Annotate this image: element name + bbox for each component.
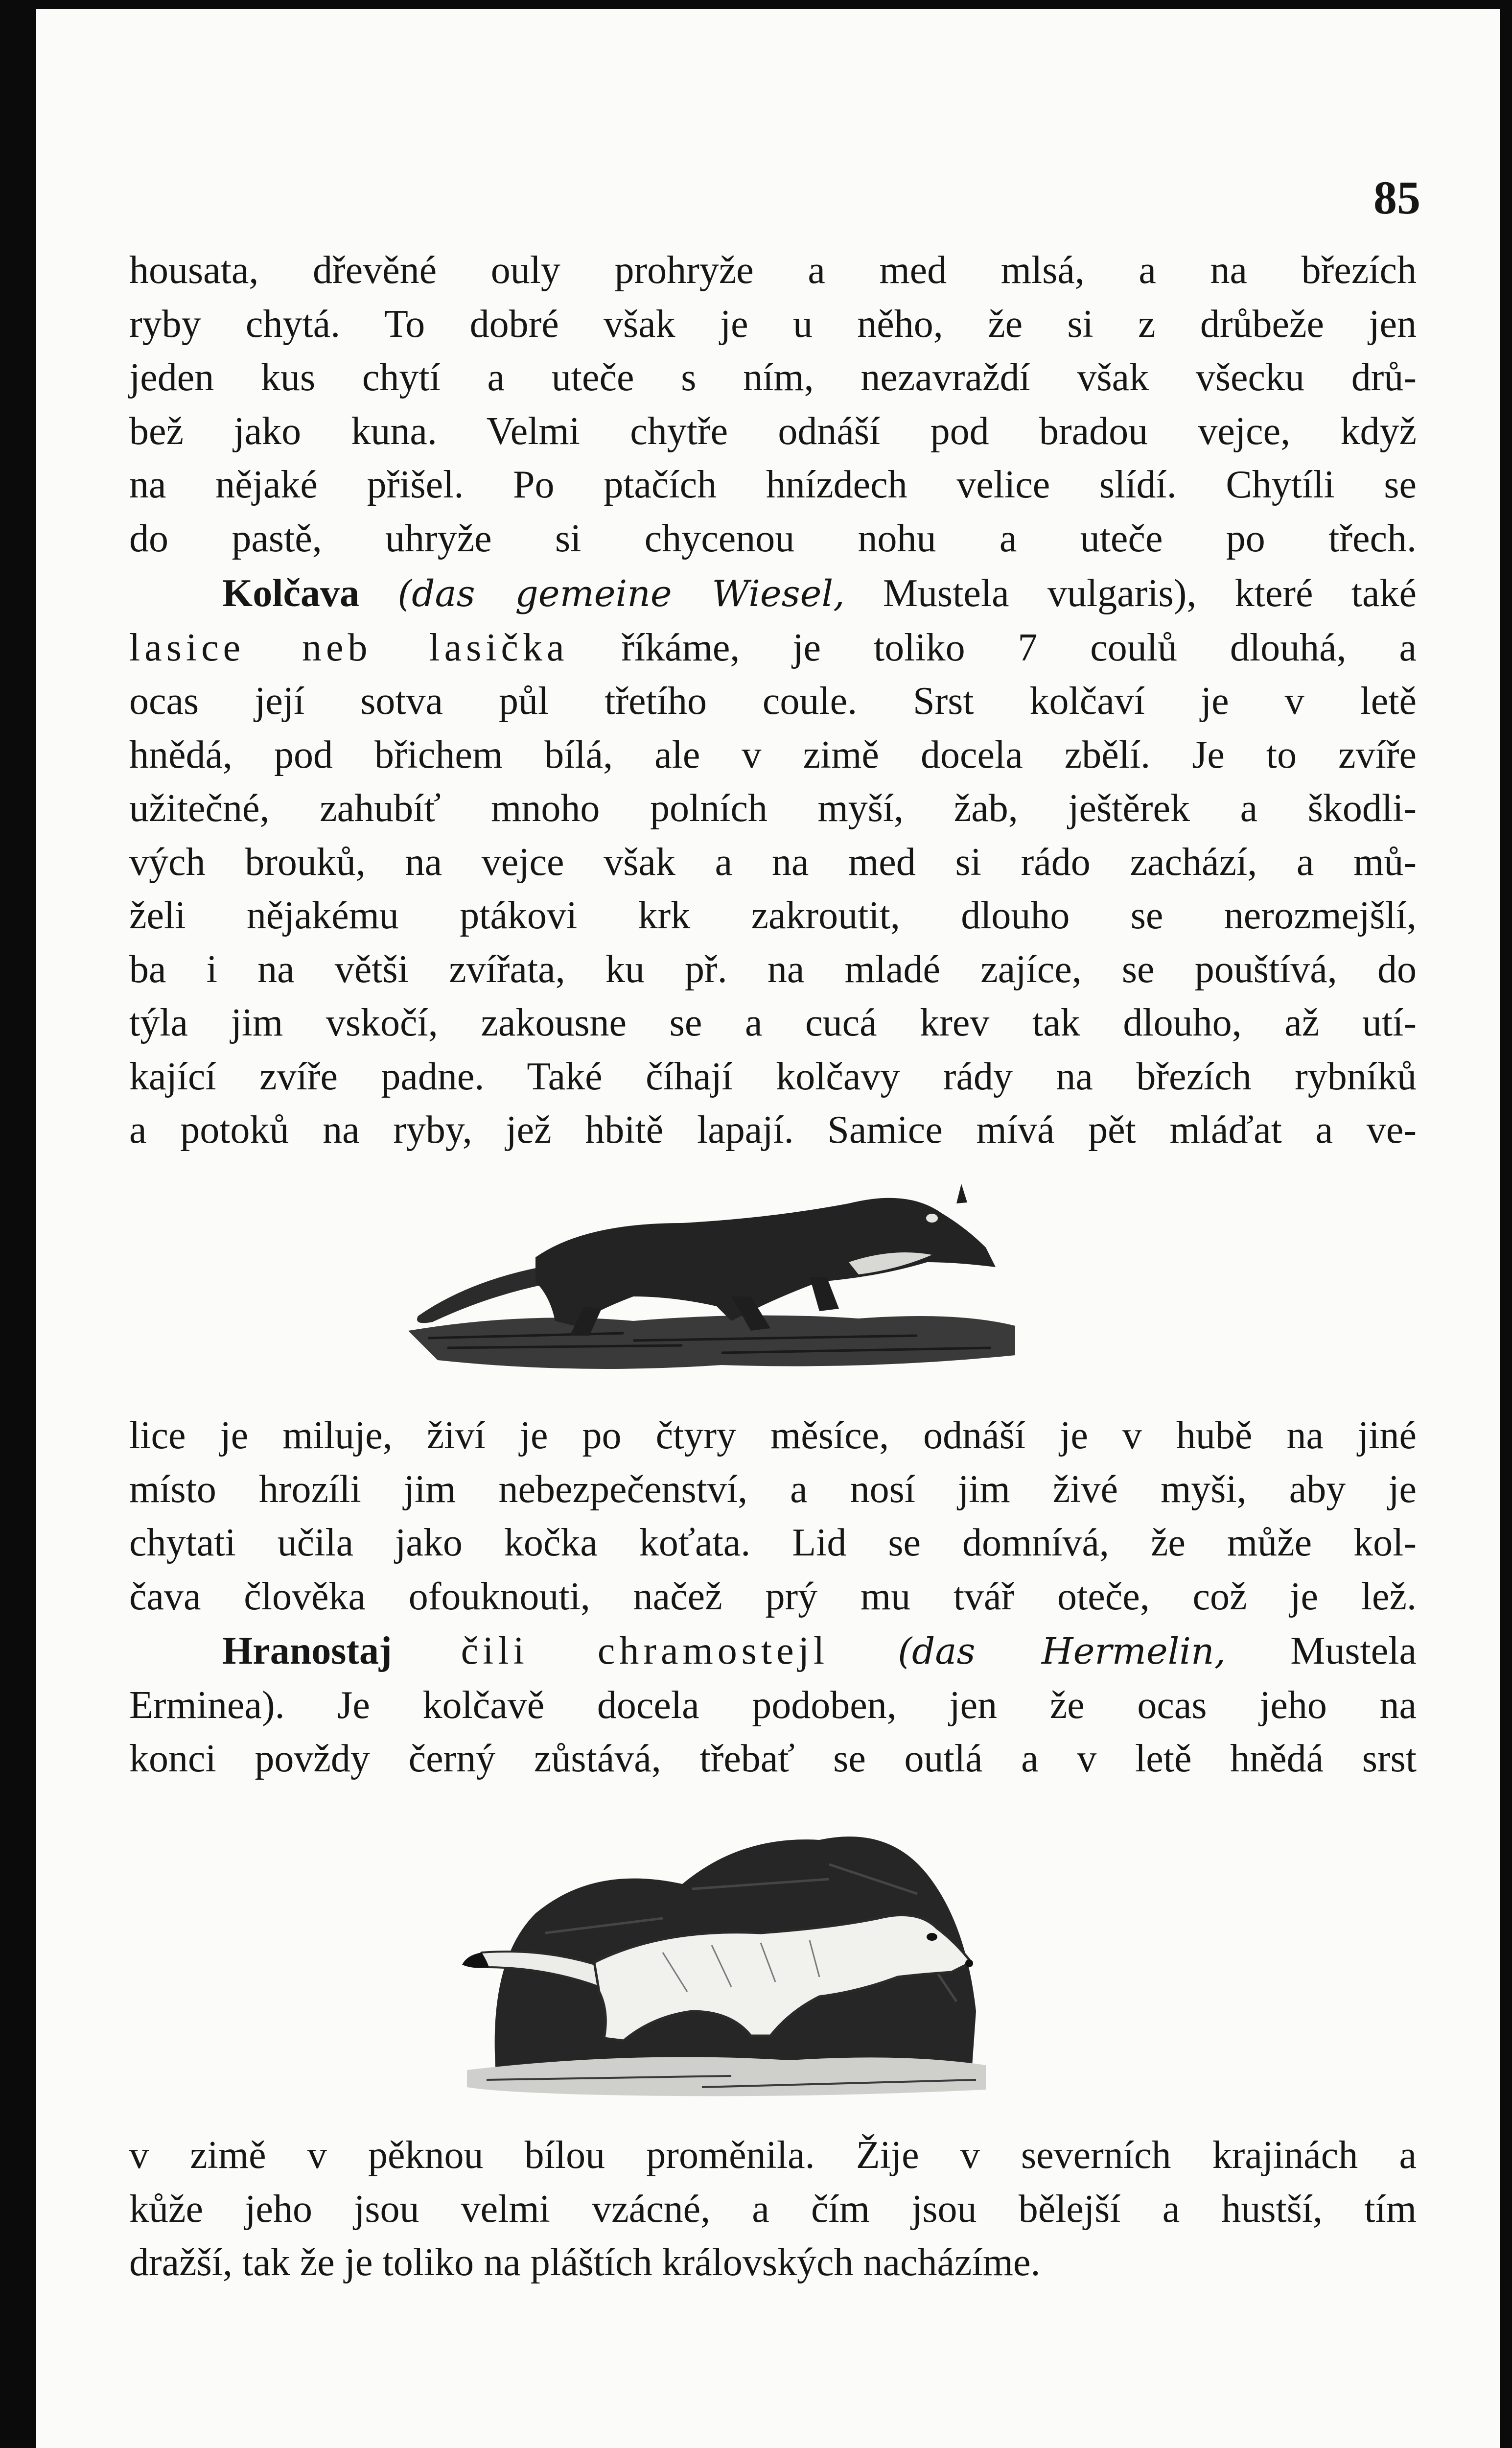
ermine-engraving (389, 1806, 1035, 2099)
ermine-illustration (389, 1806, 1035, 2099)
text-line: Erminea). Je kolčavě docela podoben, jen že ocas jeho na (129, 1683, 1417, 1727)
text-line: vých brouků, na vejce však a na med si rádo zachází, a mů- (129, 840, 1417, 884)
text-line: v zimě v pěknou bílou proměnila. Žije v severních krajinách a (129, 2134, 1417, 2177)
paragraph-intro (129, 244, 1417, 565)
text-line: želi nějakému ptákovi krk zakroutit, dlouho se nerozmejšlí, (129, 894, 1417, 937)
text-line: kůže jeho jsou velmi vzácné, a čím jsou bělejší a hustší, tím (129, 2187, 1417, 2231)
text-line (129, 567, 1417, 621)
german-name: (das Hermelin, (898, 1630, 1226, 1672)
text-line: chytati učila jako kočka koťata. Lid se domnívá, že může kol- (129, 1521, 1417, 1564)
weasel-illustration (379, 1150, 1054, 1385)
text-line: ocas její sotva půl třetího coule. Srst kolčaví je v letě (129, 680, 1417, 723)
text-line: do pastě, uhryže si chycenou nohu a uteče po třech. (129, 517, 1417, 560)
alt-names: lasice neb lasička (129, 626, 569, 669)
text-line: na nějaké přišel. Po ptačích hnízdech velice slídí. Chytíli se (129, 463, 1417, 506)
text-line: kající zvíře padne. Také číhají kolčavy rády na březích rybníků (129, 1055, 1417, 1098)
german-name: (das gemeine Wiesel, (397, 573, 845, 615)
paragraph-hranostaj (129, 1624, 1417, 1786)
text-line: lasice neb lasička říkáme, je toliko 7 coulů dlouhá, a (129, 626, 1417, 669)
page-number: 85 (1373, 171, 1420, 224)
text-line: ba i na větši zvířata, ku př. na mladé zajíce, se pouštívá, do (129, 947, 1417, 991)
latin-name: Mustela vulgaris), které také (844, 572, 1417, 615)
weasel-engraving (379, 1150, 1054, 1385)
alt-name: čili chramostejl (392, 1629, 898, 1672)
latin-name: Mustela (1226, 1629, 1417, 1672)
paragraph-winter (129, 2129, 1417, 2290)
text-line: hnědá, pod břichem bílá, ale v zimě docela zbělí. Je to zvíře (129, 733, 1417, 777)
entry-term-kolcava: Kolčava (222, 572, 359, 615)
paragraph-young (129, 1409, 1417, 1624)
text-line: týla jim vskočí, zakousne se a cucá krev tak dlouho, až utí- (129, 1001, 1417, 1044)
text-line: bež jako kuna. Velmi chytře odnáší pod bradou vejce, když (129, 409, 1417, 453)
book-page (36, 9, 1500, 2448)
text-line: housata, dřevěné ouly prohryže a med mlsá, a na březích (129, 249, 1417, 292)
text-line: dražší, tak že je toliko na pláštích královských nacházíme. (129, 2241, 1041, 2284)
text-line: jeden kus chytí a uteče s ním, nezavraždí však všecku drů- (129, 356, 1417, 399)
text-line: konci povždy černý zůstává, třebať se outlá a v letě hnědá srst (129, 1737, 1417, 1780)
text-line: místo hrozíli jim nebezpečenství, a nosí jim živé myši, aby je (129, 1467, 1417, 1511)
text-line (129, 1624, 1417, 1679)
text-line: a potoků na ryby, jež hbitě lapají. Samice mívá pět mláďat a ve- (129, 1108, 1417, 1152)
text-line: lice je miluje, živí je po čtyry měsíce, odnáší je v hubě na jiné (129, 1414, 1417, 1457)
paragraph-kolcava (129, 567, 1417, 1157)
text-line: užitečné, zahubíť mnoho polních myší, žab, ještěrek a škodli- (129, 787, 1417, 830)
entry-term-hranostaj: Hranostaj (222, 1629, 392, 1672)
text-line: ryby chytá. To dobré však je u něho, že si z drůbeže jen (129, 302, 1417, 346)
text-line: čava člověka ofouknouti, načež prý mu tvář oteče, což je lež. (129, 1575, 1417, 1618)
